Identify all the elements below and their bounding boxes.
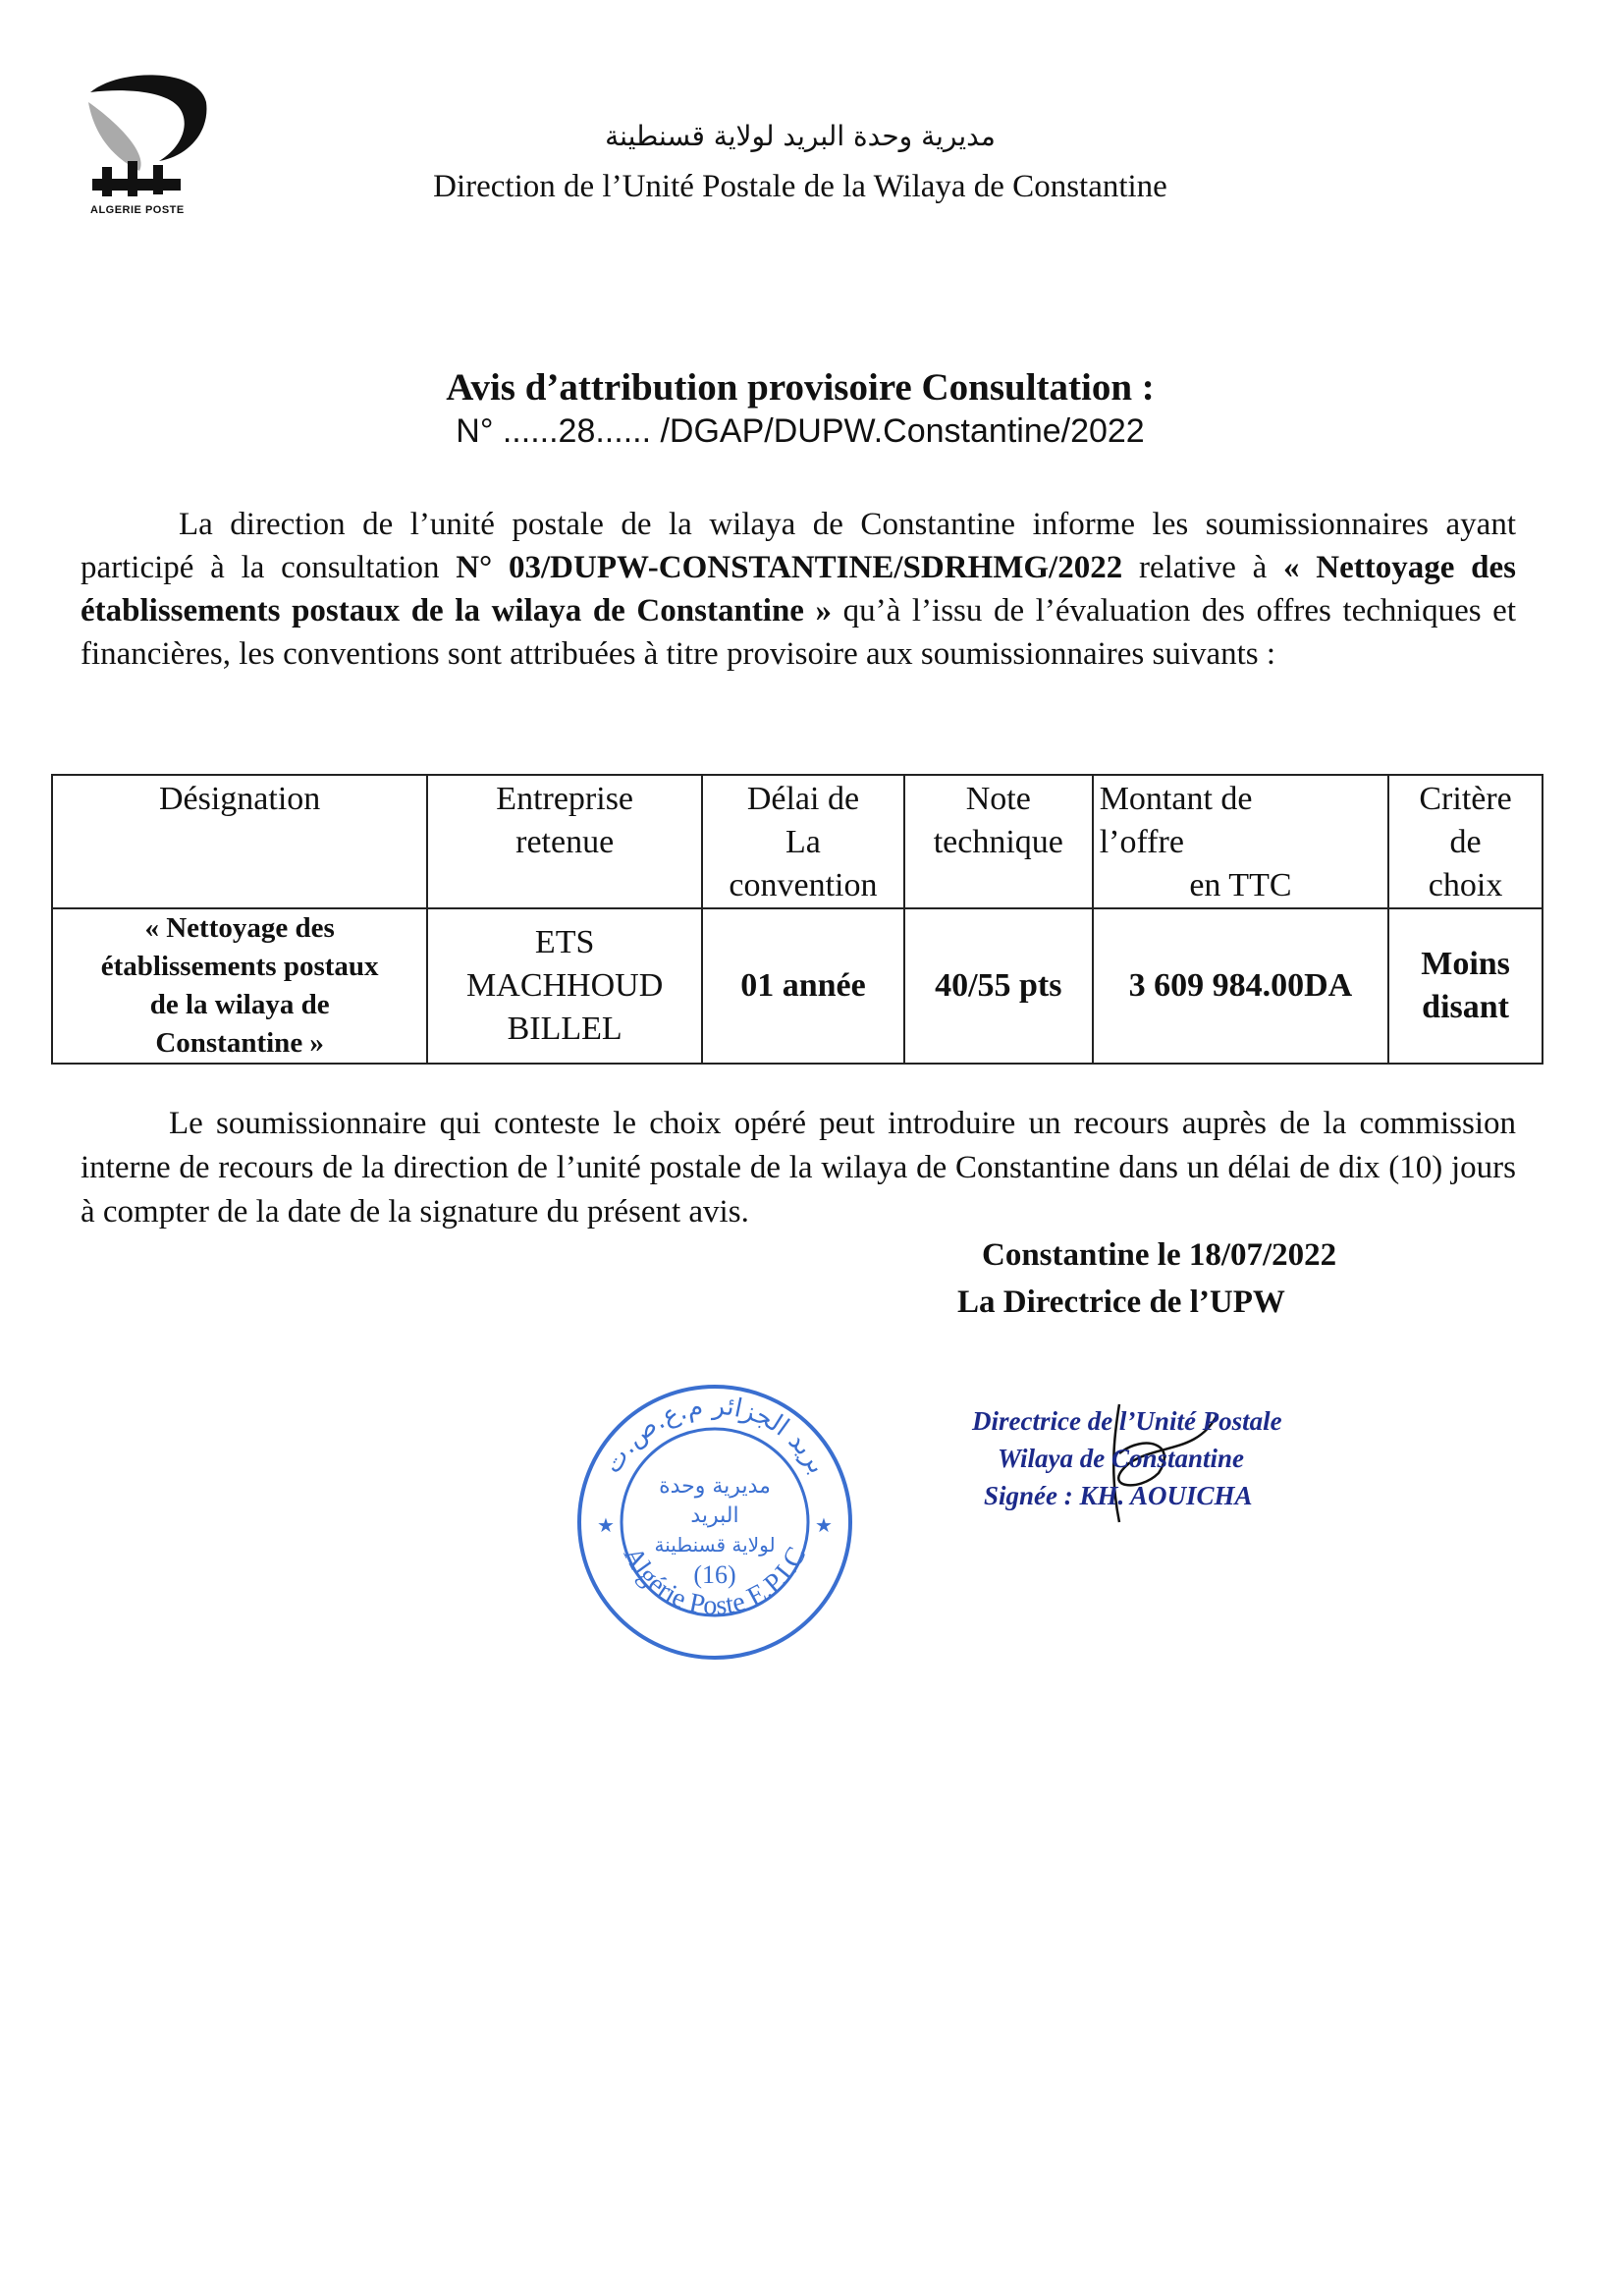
logo-caption: ALGERIE POSTE xyxy=(90,204,185,216)
french-header: Direction de l’Unité Postale de la Wilaya de Constantine xyxy=(433,169,1167,204)
signature-line-2: Wilaya de Constantine xyxy=(998,1444,1245,1473)
cell-designation: « Nettoyage des établissements postaux de la wilaya de Constantine » xyxy=(52,908,427,1064)
header-criterion: Critère de choix xyxy=(1388,775,1543,908)
signature-block xyxy=(972,1402,1282,1514)
notice-reference: N° ......28...... /DGAP/DUPW.Constantine/2022 xyxy=(456,412,1145,450)
cell-criterion: Moins disant xyxy=(1388,908,1543,1064)
intro-text-2: relative à xyxy=(1122,550,1284,585)
stamp-seal-icon xyxy=(568,1375,862,1669)
arabic-header: مديرية وحدة البريد لولاية قسنطينة xyxy=(605,120,996,152)
place-date: Constantine le 18/07/2022 xyxy=(982,1237,1337,1273)
header-company: Entreprise retenue xyxy=(427,775,702,908)
table-header-row xyxy=(52,775,1543,908)
cell-company: ETS MACHHOUD BILLEL xyxy=(427,908,702,1064)
stamp-outer-arabic: بريد الجزائر م.ع.ص.ت xyxy=(597,1391,833,1479)
header-delay: Délai de La convention xyxy=(702,775,904,908)
stamp-star-left-icon: ★ xyxy=(597,1515,615,1537)
stamp-inner-3: لولاية قسنطينة xyxy=(654,1533,776,1557)
signatory-role: La Directrice de l’UPW xyxy=(957,1285,1285,1320)
logo-swoosh-icon xyxy=(81,63,218,220)
notice-title: Avis d’attribution provisoire Consultation : xyxy=(446,366,1155,409)
cell-score: 40/55 pts xyxy=(904,908,1093,1064)
consultation-number: N° 03/DUPW-CONSTANTINE/SDRHMG/2022 xyxy=(456,550,1123,585)
header-amount: Montant de l’offre en TTC xyxy=(1093,775,1388,908)
cell-amount: 3 609 984.00DA xyxy=(1093,908,1388,1064)
intro-text-1: La direction de l’unité postale de la wilaya de Constantine informe les soumissionnaires ayant participé à la consultation xyxy=(81,507,1516,585)
cell-delay: 01 année xyxy=(702,908,904,1064)
stamp-outer-latin: Algérie Poste E.P.I.C xyxy=(617,1542,813,1621)
intro-text-3: qu’à l’issu de l’évaluation des offres techniques et financières, les conventions sont attribuées à titre provisoire aux soumissionnaires suivants : xyxy=(81,593,1516,672)
stamp-star-right-icon: ★ xyxy=(815,1515,833,1537)
header-designation: Désignation xyxy=(52,775,427,908)
consultation-subject: « Nettoyage des établissements postaux de la wilaya de Constantine » xyxy=(81,550,1516,629)
intro-paragraph xyxy=(81,503,1516,676)
signature-line-3: Signée : KH. AOUICHA xyxy=(984,1481,1253,1510)
stamp-number: (16) xyxy=(693,1560,736,1589)
official-stamp xyxy=(568,1375,862,1669)
algerie-poste-logo xyxy=(81,63,218,220)
recourse-text: Le soumissionnaire qui conteste le choix opéré peut introduire un recours auprès de la commission interne de recours de la direction de l’unité postale de la wilaya de Constantine dans un délai de dix (10) jours à compter de la date de la signature du présent avis. xyxy=(81,1106,1516,1230)
header-score: Note technique xyxy=(904,775,1093,908)
table-row xyxy=(52,908,1543,1064)
award-table xyxy=(51,774,1543,1065)
recourse-paragraph xyxy=(81,1102,1516,1234)
signature-line-1: Directrice de l’Unité Postale xyxy=(972,1406,1282,1436)
stamp-inner-1: مديرية وحدة xyxy=(659,1474,771,1499)
stamp-inner-2: البريد xyxy=(690,1503,739,1528)
